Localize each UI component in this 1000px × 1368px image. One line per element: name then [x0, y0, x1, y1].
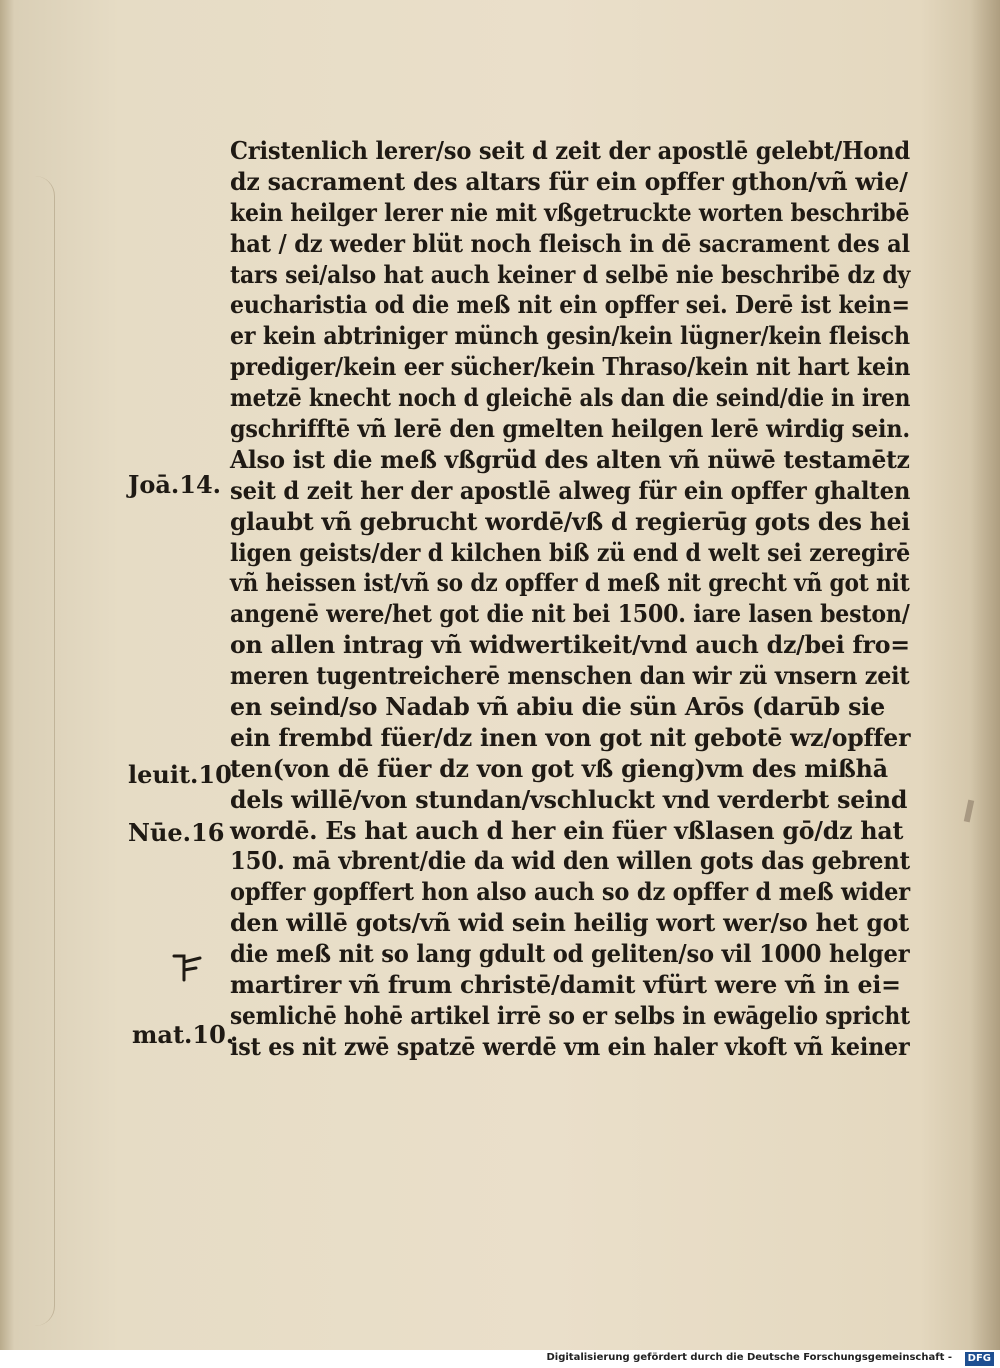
body-text: [230, 136, 920, 1063]
text-line: on allen intrag vñ widwertikeit/vnd auch dz/bei fro=: [230, 630, 910, 660]
text-line: seit d zeit her der apostlē alweg für ein opffer ghalten: [230, 475, 911, 505]
text-line: er kein abtriniger münch gesin/kein lügner/kein fleisch: [230, 321, 910, 351]
text-line: wordē. Es hat auch d her ein füer vßlasen gō/dz hat: [230, 815, 904, 845]
text-line: semlichē hohē artikel irrē so er selbs in ewāgelio spricht: [230, 1000, 910, 1030]
text-line: ten(von dē füer dz von got vß gieng)vm des mißhā: [230, 753, 888, 783]
text-line: dels willē/von stundan/vschluckt vnd verderbt seind: [230, 784, 908, 814]
text-line: ligen geists/der d kilchen biß zü end d welt sei zeregirē: [230, 537, 911, 567]
dfg-logo: DFG: [965, 1352, 994, 1366]
text-line: kein heilger lerer nie mit vßgetruckte worten beschribē: [230, 197, 910, 227]
text-line: den willē gots/vñ wid sein heilig wort wer/so het got: [230, 908, 909, 938]
margin-note-matthew: mat.10.: [132, 1020, 235, 1049]
text-line: opffer gopffert hon also auch so dz opffer d meß wider: [230, 877, 910, 907]
text-line: dz sacrament des altars für ein opffer gthon/vñ wie/: [230, 166, 908, 196]
margin-note-john: Joā.14.: [128, 470, 222, 499]
margin-note-leviticus: leuit.10: [128, 760, 232, 789]
footer-bar: [0, 1350, 1000, 1368]
text-line: metzē knecht noch d gleichē als dan die seind/die in iren: [230, 383, 911, 413]
footer-credit: Digitalisierung gefördert durch die Deutsche Forschungsgemeinschaft -: [546, 1352, 952, 1363]
text-line: tars sei/also hat auch keiner d selbē nie beschribē dz dy: [230, 259, 911, 289]
margin-note-numbers: Nūe.16: [128, 818, 225, 847]
text-line: 150. mā vbrent/die da wid den willen gots das gebrent: [230, 846, 910, 876]
page-edge: [0, 0, 14, 1350]
text-line: Also ist die meß vßgrüd des alten vñ nüwē testamētz: [230, 444, 910, 474]
text-line: glaubt vñ gebrucht wordē/vß d regierūg gots des hei: [230, 506, 910, 536]
text-line: angenē were/het got die nit bei 1500. iare lasen beston/: [230, 599, 910, 629]
previous-page-shadow: [14, 176, 55, 1326]
text-line: ist es nit zwē spatzē werdē vm ein haler vkoft vñ keiner: [230, 1031, 910, 1061]
text-line: martirer vñ frum christē/damit vfürt were vñ in ei=: [230, 970, 901, 1000]
text-line: meren tugentreicherē menschen dan wir zü vnsern zeit: [230, 661, 910, 691]
text-line: prediger/kein eer sücher/kein Thraso/kein nit hart kein: [230, 352, 911, 382]
text-line: ein frembd füer/dz inen von got nit gebotē wz/opffer: [230, 722, 911, 752]
text-line: Cristenlich lerer/so seit d zeit der apostlē gelebt/Hond: [230, 136, 911, 165]
text-line: hat / dz weder blüt noch fleisch in dē sacrament des al: [230, 228, 910, 258]
text-line: die meß nit so lang gdult od geliten/so vil 1000 helger: [230, 939, 910, 969]
text-line: en seind/so Nadab vñ abiu die sün Arōs (darūb sie: [230, 692, 885, 722]
binding-shadow: [970, 0, 1000, 1350]
manicule-mark: [170, 950, 206, 986]
text-line: gschrifftē vñ lerē den gmelten heilgen lerē wirdig sein.: [230, 414, 910, 444]
text-line: vñ heissen ist/vñ so dz opffer d meß nit grecht vñ got nit: [230, 568, 910, 598]
text-line: eucharistia od die meß nit ein opffer sei. Derē ist kein=: [230, 290, 910, 320]
